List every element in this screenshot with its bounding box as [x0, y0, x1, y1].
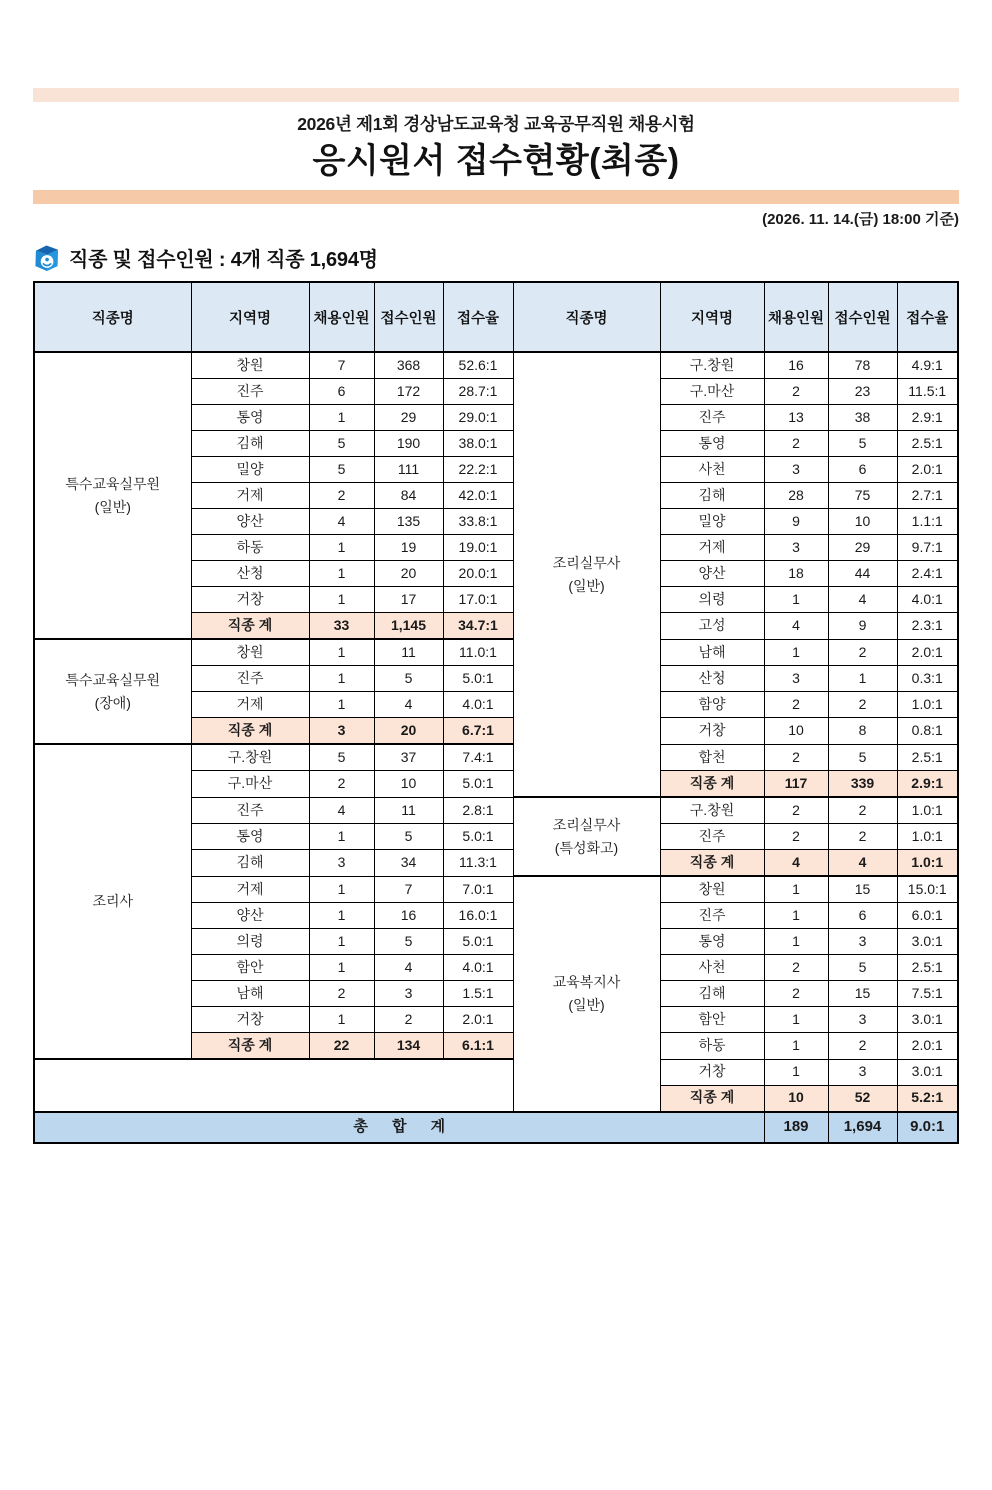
job-group-label	[34, 639, 191, 744]
apply-count-cell: 4	[374, 692, 443, 718]
hire-count-cell: 4	[764, 613, 828, 640]
region-cell: 남해	[191, 981, 309, 1007]
hire-count-cell: 2	[764, 692, 828, 718]
region-cell: 의령	[191, 929, 309, 955]
hire-count-cell: 6	[309, 379, 374, 405]
rate-cell: 38.0:1	[443, 431, 513, 457]
apply-count-cell: 2	[828, 1033, 897, 1060]
apply-count-cell: 5	[374, 929, 443, 955]
apply-count-cell: 10	[828, 509, 897, 535]
rate-cell: 5.0:1	[443, 771, 513, 798]
apply-count-cell: 17	[374, 587, 443, 613]
apply-count-cell: 2	[374, 1007, 443, 1033]
rate-cell: 11.0:1	[443, 639, 513, 666]
apply-count-cell: 16	[374, 903, 443, 929]
rate-cell: 2.0:1	[897, 1033, 958, 1060]
apply-count-cell: 52	[828, 1085, 897, 1112]
rate-cell: 7.5:1	[897, 981, 958, 1007]
table-row	[34, 352, 958, 379]
rate-cell: 1.0:1	[897, 850, 958, 877]
rate-cell: 6.0:1	[897, 903, 958, 929]
col-header-rate-left: 접수율	[443, 282, 513, 352]
region-cell: 하동	[660, 1033, 764, 1060]
rate-cell: 1.5:1	[443, 981, 513, 1007]
apply-count-cell: 1,145	[374, 613, 443, 640]
rate-cell: 1.0:1	[897, 824, 958, 850]
hire-count-cell: 1	[764, 1059, 828, 1085]
rate-cell: 3.0:1	[897, 929, 958, 955]
col-header-apply-count-right: 접수인원	[828, 282, 897, 352]
rate-cell: 2.7:1	[897, 483, 958, 509]
rate-cell: 20.0:1	[443, 561, 513, 587]
grand-total-rate: 9.0:1	[897, 1112, 958, 1143]
region-cell: 김해	[660, 981, 764, 1007]
region-cell: 창원	[191, 639, 309, 666]
apply-count-cell: 111	[374, 457, 443, 483]
hire-count-cell: 22	[309, 1033, 374, 1060]
job-name: 조리실무사	[552, 555, 621, 572]
apply-count-cell: 3	[828, 1007, 897, 1033]
apply-count-cell: 3	[828, 929, 897, 955]
apply-count-cell: 5	[374, 666, 443, 692]
section-title: 직종 및 접수인원 : 4개 직종 1,694명	[69, 248, 378, 271]
rate-cell: 2.8:1	[443, 797, 513, 824]
apply-count-cell: 11	[374, 639, 443, 666]
col-header-region-right: 지역명	[660, 282, 764, 352]
region-cell: 통영	[191, 824, 309, 850]
hire-count-cell: 1	[309, 929, 374, 955]
hire-count-cell: 10	[764, 718, 828, 745]
hire-count-cell: 2	[764, 379, 828, 405]
hire-count-cell: 5	[309, 457, 374, 483]
col-header-rate-right: 접수율	[897, 282, 958, 352]
hire-count-cell: 2	[309, 483, 374, 509]
region-cell: 구.창원	[660, 797, 764, 824]
region-cell: 진주	[660, 903, 764, 929]
region-cell: 남해	[660, 639, 764, 666]
rate-cell: 1.1:1	[897, 509, 958, 535]
grand-total-apply: 1,694	[828, 1112, 897, 1143]
rate-cell: 4.0:1	[443, 955, 513, 981]
apply-count-cell: 10	[374, 771, 443, 798]
hire-count-cell: 3	[764, 457, 828, 483]
hire-count-cell: 2	[309, 771, 374, 798]
region-cell: 통영	[191, 405, 309, 431]
rate-cell: 7.0:1	[443, 876, 513, 903]
region-cell: 합천	[660, 744, 764, 771]
hire-count-cell: 2	[764, 981, 828, 1007]
reference-datetime: (2026. 11. 14.(금) 18:00 기준)	[762, 211, 959, 228]
subtotal-label-cell: 직종 계	[191, 1033, 309, 1060]
rate-cell: 2.5:1	[897, 431, 958, 457]
region-cell: 거창	[660, 1059, 764, 1085]
rate-cell: 22.2:1	[443, 457, 513, 483]
hire-count-cell: 2	[764, 744, 828, 771]
apply-count-cell: 2	[828, 692, 897, 718]
job-sub-name: (일반)	[94, 498, 131, 515]
region-cell: 진주	[191, 797, 309, 824]
region-cell: 고성	[660, 613, 764, 640]
rate-cell: 29.0:1	[443, 405, 513, 431]
rate-cell: 6.1:1	[443, 1033, 513, 1060]
col-header-apply-count-left: 접수인원	[374, 282, 443, 352]
hire-count-cell: 1	[309, 587, 374, 613]
region-cell: 김해	[191, 850, 309, 877]
region-cell: 창원	[660, 876, 764, 903]
document-page	[33, 88, 959, 1144]
rate-cell: 2.0:1	[897, 457, 958, 483]
hire-count-cell: 3	[764, 666, 828, 692]
hire-count-cell: 4	[764, 850, 828, 877]
apply-count-cell: 190	[374, 431, 443, 457]
region-cell: 함안	[660, 1007, 764, 1033]
grand-total-row	[34, 1112, 958, 1143]
grand-total-label: 총 합 계	[34, 1112, 764, 1143]
subtotal-label-cell: 직종 계	[660, 771, 764, 798]
rate-cell: 2.9:1	[897, 771, 958, 798]
rate-cell: 2.4:1	[897, 561, 958, 587]
job-sub-name: (일반)	[568, 996, 605, 1013]
rate-cell: 11.5:1	[897, 379, 958, 405]
rate-cell: 0.8:1	[897, 718, 958, 745]
col-header-job-left: 직종명	[34, 282, 191, 352]
region-cell: 거창	[191, 587, 309, 613]
rate-cell: 2.0:1	[443, 1007, 513, 1033]
region-cell: 양산	[660, 561, 764, 587]
table-row	[34, 1059, 958, 1085]
hire-count-cell: 10	[764, 1085, 828, 1112]
rate-cell: 11.3:1	[443, 850, 513, 877]
table-row	[34, 639, 958, 666]
region-cell: 통영	[660, 929, 764, 955]
hire-count-cell: 4	[309, 509, 374, 535]
rate-cell: 3.0:1	[897, 1007, 958, 1033]
job-group-label	[513, 352, 660, 797]
hire-count-cell: 3	[764, 535, 828, 561]
apply-count-cell: 5	[374, 824, 443, 850]
region-cell: 하동	[191, 535, 309, 561]
region-cell: 거제	[191, 692, 309, 718]
hire-count-cell: 1	[309, 955, 374, 981]
rate-cell: 2.0:1	[897, 639, 958, 666]
region-cell: 구.마산	[191, 771, 309, 798]
apply-count-cell: 5	[828, 955, 897, 981]
hire-count-cell: 1	[764, 903, 828, 929]
apply-count-cell: 29	[374, 405, 443, 431]
rate-cell: 16.0:1	[443, 903, 513, 929]
region-cell: 양산	[191, 903, 309, 929]
region-cell: 진주	[660, 824, 764, 850]
apply-count-cell: 34	[374, 850, 443, 877]
region-cell: 구.마산	[660, 379, 764, 405]
hire-count-cell: 13	[764, 405, 828, 431]
hire-count-cell: 1	[309, 824, 374, 850]
rate-cell: 9.7:1	[897, 535, 958, 561]
rate-cell: 2.9:1	[897, 405, 958, 431]
apply-count-cell: 75	[828, 483, 897, 509]
application-status-table	[33, 281, 959, 1144]
job-name: 조리사	[92, 893, 134, 910]
job-sub-name: (일반)	[568, 577, 605, 594]
hire-count-cell: 1	[309, 903, 374, 929]
table-row	[34, 744, 958, 771]
hire-count-cell: 2	[309, 981, 374, 1007]
job-name: 교육복지사	[552, 974, 621, 991]
rate-cell: 7.4:1	[443, 744, 513, 771]
region-cell: 김해	[191, 431, 309, 457]
hire-count-cell: 1	[764, 639, 828, 666]
rate-cell: 5.2:1	[897, 1085, 958, 1112]
job-group-label	[34, 744, 191, 1059]
hire-count-cell: 18	[764, 561, 828, 587]
rate-cell: 42.0:1	[443, 483, 513, 509]
rate-cell: 52.6:1	[443, 352, 513, 379]
region-cell: 거제	[191, 876, 309, 903]
region-cell: 함안	[191, 955, 309, 981]
title-underline-bar	[33, 190, 959, 204]
region-cell: 밀양	[660, 509, 764, 535]
col-header-hire-count-left: 채용인원	[309, 282, 374, 352]
region-cell: 사천	[660, 457, 764, 483]
col-header-job-right: 직종명	[513, 282, 660, 352]
apply-count-cell: 6	[828, 903, 897, 929]
region-cell: 밀양	[191, 457, 309, 483]
hire-count-cell: 4	[309, 797, 374, 824]
apply-count-cell: 5	[828, 744, 897, 771]
rate-cell: 15.0:1	[897, 876, 958, 903]
hire-count-cell: 1	[309, 535, 374, 561]
hire-count-cell: 1	[764, 1007, 828, 1033]
job-group-label	[34, 352, 191, 639]
rate-cell: 1.0:1	[897, 797, 958, 824]
hire-count-cell: 7	[309, 352, 374, 379]
hire-count-cell: 1	[764, 1033, 828, 1060]
region-cell: 사천	[660, 955, 764, 981]
apply-count-cell: 2	[828, 797, 897, 824]
region-cell: 진주	[660, 405, 764, 431]
job-name: 특수교육실무원	[65, 672, 161, 689]
region-cell: 산청	[660, 666, 764, 692]
apply-count-cell: 134	[374, 1033, 443, 1060]
rate-cell: 6.7:1	[443, 718, 513, 745]
rate-cell: 2.5:1	[897, 744, 958, 771]
region-cell: 함양	[660, 692, 764, 718]
empty-cell	[34, 1059, 513, 1112]
col-header-region-left: 지역명	[191, 282, 309, 352]
apply-count-cell: 38	[828, 405, 897, 431]
header-row	[34, 282, 958, 352]
grand-total-hire: 189	[764, 1112, 828, 1143]
hire-count-cell: 2	[764, 431, 828, 457]
rate-cell: 19.0:1	[443, 535, 513, 561]
hire-count-cell: 1	[309, 1007, 374, 1033]
rate-cell: 2.3:1	[897, 613, 958, 640]
region-cell: 진주	[191, 666, 309, 692]
region-cell: 거창	[191, 1007, 309, 1033]
region-cell: 의령	[660, 587, 764, 613]
region-cell: 거창	[660, 718, 764, 745]
hire-count-cell: 5	[309, 431, 374, 457]
hire-count-cell: 1	[309, 561, 374, 587]
job-name: 특수교육실무원	[65, 476, 161, 493]
rate-cell: 34.7:1	[443, 613, 513, 640]
job-group-label	[513, 876, 660, 1112]
apply-count-cell: 78	[828, 352, 897, 379]
region-cell: 산청	[191, 561, 309, 587]
apply-count-cell: 3	[828, 1059, 897, 1085]
apply-count-cell: 135	[374, 509, 443, 535]
hire-count-cell: 117	[764, 771, 828, 798]
section-heading-row	[33, 241, 959, 273]
subtotal-label-cell: 직종 계	[191, 718, 309, 745]
rate-cell: 4.0:1	[443, 692, 513, 718]
apply-count-cell: 172	[374, 379, 443, 405]
apply-count-cell: 2	[828, 639, 897, 666]
hire-count-cell: 2	[764, 797, 828, 824]
rate-cell: 2.5:1	[897, 955, 958, 981]
rate-cell: 4.0:1	[897, 587, 958, 613]
apply-count-cell: 19	[374, 535, 443, 561]
table-header	[34, 282, 958, 352]
rate-cell: 5.0:1	[443, 929, 513, 955]
apply-count-cell: 7	[374, 876, 443, 903]
hire-count-cell: 1	[309, 692, 374, 718]
apply-count-cell: 23	[828, 379, 897, 405]
rate-cell: 33.8:1	[443, 509, 513, 535]
region-cell: 구.창원	[660, 352, 764, 379]
job-group-label	[513, 797, 660, 876]
hire-count-cell: 1	[309, 405, 374, 431]
cube-icon	[33, 243, 60, 272]
hire-count-cell: 1	[764, 876, 828, 903]
region-cell: 통영	[660, 431, 764, 457]
apply-count-cell: 20	[374, 718, 443, 745]
hire-count-cell: 28	[764, 483, 828, 509]
subtotal-label-cell: 직종 계	[191, 613, 309, 640]
hire-count-cell: 33	[309, 613, 374, 640]
rate-cell: 28.7:1	[443, 379, 513, 405]
hire-count-cell: 3	[309, 718, 374, 745]
hire-count-cell: 1	[764, 587, 828, 613]
hire-count-cell: 9	[764, 509, 828, 535]
job-name: 조리실무사	[552, 817, 621, 834]
apply-count-cell: 1	[828, 666, 897, 692]
apply-count-cell: 84	[374, 483, 443, 509]
table-body	[34, 352, 958, 1143]
hire-count-cell: 3	[309, 850, 374, 877]
rate-cell: 5.0:1	[443, 666, 513, 692]
hire-count-cell: 2	[764, 955, 828, 981]
region-cell: 거제	[660, 535, 764, 561]
apply-count-cell: 37	[374, 744, 443, 771]
region-cell: 양산	[191, 509, 309, 535]
hire-count-cell: 1	[309, 876, 374, 903]
apply-count-cell: 5	[828, 431, 897, 457]
hire-count-cell: 2	[764, 824, 828, 850]
apply-count-cell: 29	[828, 535, 897, 561]
rate-cell: 3.0:1	[897, 1059, 958, 1085]
hire-count-cell: 16	[764, 352, 828, 379]
apply-count-cell: 368	[374, 352, 443, 379]
col-header-hire-count-right: 채용인원	[764, 282, 828, 352]
hire-count-cell: 1	[309, 639, 374, 666]
apply-count-cell: 11	[374, 797, 443, 824]
apply-count-cell: 4	[828, 587, 897, 613]
region-cell: 거제	[191, 483, 309, 509]
apply-count-cell: 2	[828, 824, 897, 850]
rate-cell: 5.0:1	[443, 824, 513, 850]
exam-subtitle: 2026년 제1회 경상남도교육청 교육공무직원 채용시험	[297, 114, 695, 134]
apply-count-cell: 4	[374, 955, 443, 981]
region-cell: 진주	[191, 379, 309, 405]
subtotal-label-cell: 직종 계	[660, 1085, 764, 1112]
hire-count-cell: 5	[309, 744, 374, 771]
region-cell: 구.창원	[191, 744, 309, 771]
apply-count-cell: 15	[828, 876, 897, 903]
apply-count-cell: 15	[828, 981, 897, 1007]
hire-count-cell: 1	[309, 666, 374, 692]
apply-count-cell: 6	[828, 457, 897, 483]
subtotal-label-cell: 직종 계	[660, 850, 764, 877]
region-cell: 김해	[660, 483, 764, 509]
job-sub-name: (장애)	[94, 694, 131, 711]
apply-count-cell: 339	[828, 771, 897, 798]
top-accent-bar	[33, 88, 959, 102]
region-cell: 창원	[191, 352, 309, 379]
rate-cell: 1.0:1	[897, 692, 958, 718]
apply-count-cell: 4	[828, 850, 897, 877]
apply-count-cell: 44	[828, 561, 897, 587]
rate-cell: 4.9:1	[897, 352, 958, 379]
apply-count-cell: 3	[374, 981, 443, 1007]
job-sub-name: (특성화고)	[554, 839, 619, 856]
rate-cell: 0.3:1	[897, 666, 958, 692]
page-title: 응시원서 접수현황(최종)	[312, 142, 680, 180]
apply-count-cell: 9	[828, 613, 897, 640]
apply-count-cell: 20	[374, 561, 443, 587]
apply-count-cell: 8	[828, 718, 897, 745]
rate-cell: 17.0:1	[443, 587, 513, 613]
hire-count-cell: 1	[764, 929, 828, 955]
